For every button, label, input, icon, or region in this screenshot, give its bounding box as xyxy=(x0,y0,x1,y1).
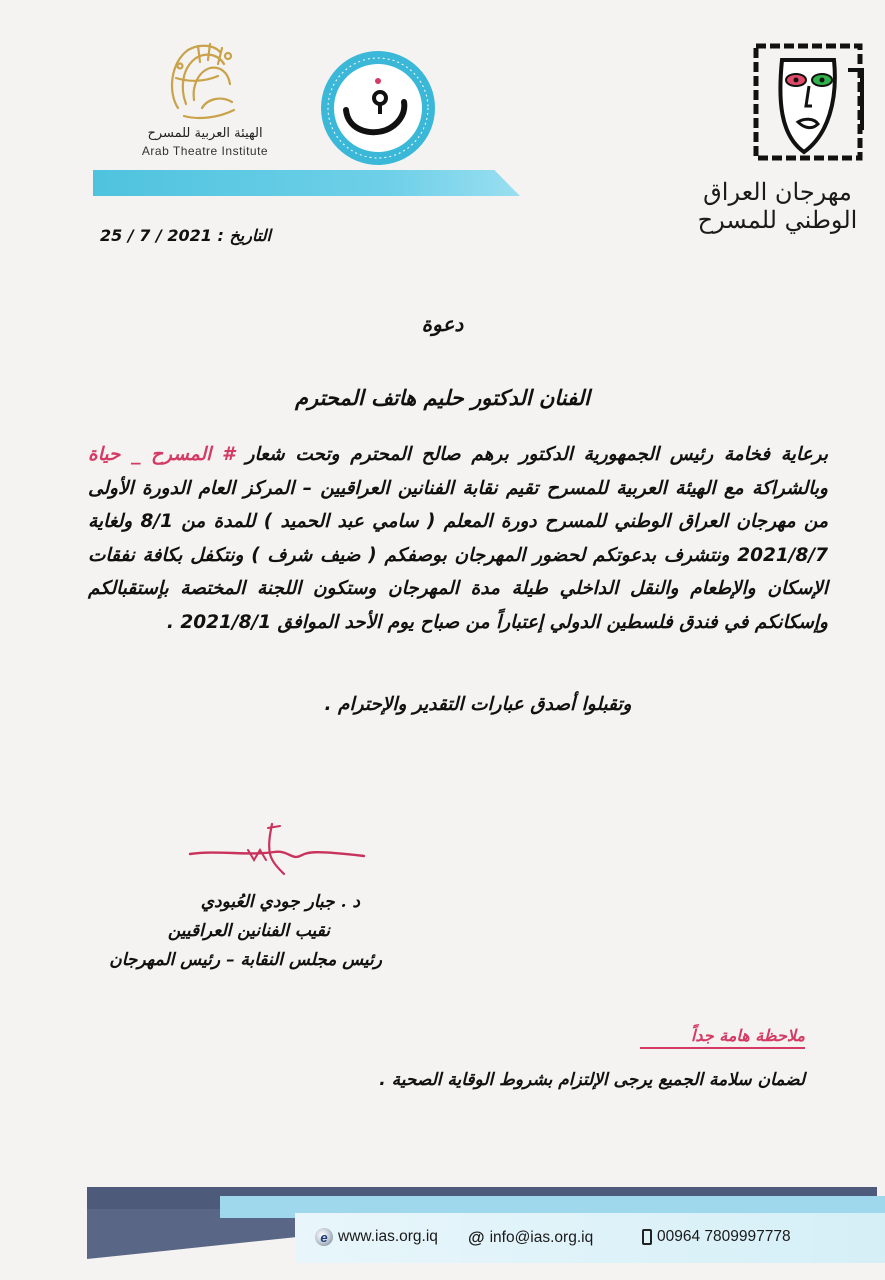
ati-name-english: Arab Theatre Institute xyxy=(141,144,269,158)
letter-body xyxy=(88,438,828,639)
footer-email[interactable] xyxy=(468,1228,593,1248)
at-sign-icon: @ xyxy=(468,1228,485,1247)
footer-phone[interactable] xyxy=(642,1228,791,1246)
email-text[interactable]: info@ias.org.iq xyxy=(489,1229,594,1246)
handwritten-signature xyxy=(188,820,368,880)
date-value: 25 / 7 / 2021 xyxy=(100,226,212,245)
signatory-role-1: نقيب الفنانين العراقيين xyxy=(167,921,330,941)
body-part-1: برعاية فخامة رئيس الجمهورية الدكتور برهم صالح المحترم وتحت شعار xyxy=(234,444,828,465)
footer-website[interactable] xyxy=(315,1228,438,1246)
phone-icon xyxy=(642,1229,652,1245)
signatory-name: د . جبار جودي العُبودي xyxy=(200,892,360,912)
signature-block xyxy=(90,888,390,975)
letter-closing: وتقبلوا أصدق عبارات التقدير والإحترام . xyxy=(324,694,632,715)
ati-calligraphy-emblem-icon xyxy=(158,38,248,124)
iraq-national-theatre-festival-logo xyxy=(680,40,875,234)
festival-name: مهرجان العراق الوطني للمسرح xyxy=(697,178,858,234)
signatory-role-2: رئيس مجلس النقابة – رئيس المهرجان xyxy=(109,950,382,970)
arab-theatre-institute-logo xyxy=(130,38,280,163)
browser-e-icon: e xyxy=(315,1228,333,1246)
phone-text[interactable]: 00964 7809997778 xyxy=(657,1228,791,1245)
artists-syndicate-logo-icon xyxy=(318,48,438,168)
body-part-2: وبالشراكة مع الهيئة العربية للمسرح تقيم نقابة الفنانين العراقيين – المركز العام الدورة الأولى من مهرجان العراق الوطني للمسرح دورة المعلم ( سامي عبد الحميد ) للمدة من 8/1 ولغاية 2021/8/7 ونتشرف بدعوتكم لحضور المهرجان بوصفكم ( ضيف شرف ) ونتكفل بكافة نفقات الإسكان والإطعام والنقل الداخلي طيلة مدة المهرجان وستكون اللجنة المختصة بإستقبالكم وإسكانكم في فندق فلسطين الدولي إعتباراً من صباح يوم الأحد الموافق 2021/8/1 . xyxy=(88,477,829,633)
festival-mask-icon xyxy=(752,40,872,170)
important-note-text: لضمان سلامة الجميع يرجى الإلتزام بشروط الوقاية الصحية . xyxy=(379,1070,805,1090)
letter-date xyxy=(100,226,300,250)
letter-addressee: الفنان الدكتور حليم هاتف المحترم xyxy=(295,386,590,410)
date-label: التاريخ : xyxy=(217,226,271,245)
letter-title: دعوة xyxy=(421,312,464,336)
website-text[interactable]: www.ias.org.iq xyxy=(338,1228,438,1245)
slogan-hashtag: # المسرح _ حياة xyxy=(88,444,235,465)
important-note-title: ملاحظة هامة جداً xyxy=(640,1026,805,1049)
header-accent-band xyxy=(93,170,520,196)
ati-name-arabic: الهيئة العربية للمسرح xyxy=(147,126,263,141)
